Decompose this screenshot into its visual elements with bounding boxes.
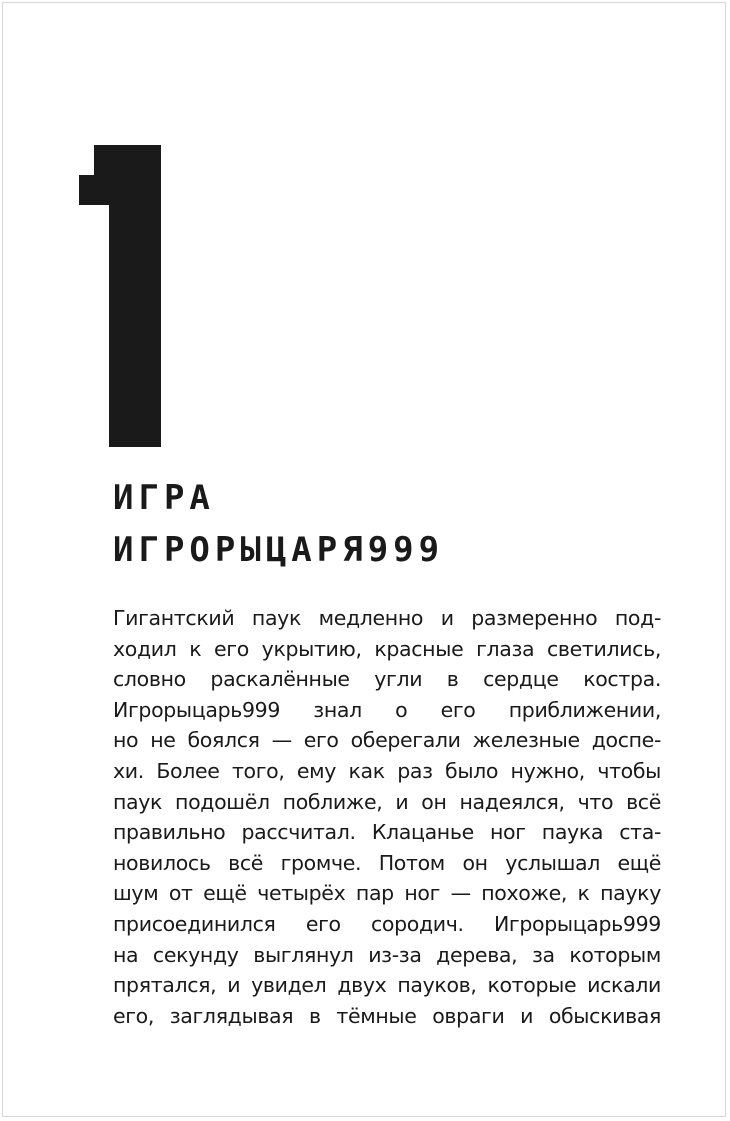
- text-line: на секунду выглянул из-за дерева, за которым: [113, 942, 661, 967]
- text-line: его, заглядывая в тёмные овраги и обыскивая: [113, 1003, 661, 1028]
- text-line: паук подошёл поближе, и он надеялся, что всё: [113, 789, 661, 814]
- text-line: прятался, и увидел двух пауков, которые искали: [113, 973, 661, 998]
- chapter-title-line-1: ИГРА: [113, 478, 215, 518]
- text-line: Гигантский паук медленно и размеренно под-: [113, 606, 661, 630]
- chapter-number: [79, 145, 161, 447]
- text-line: новилось всё громче. Потом он услышал ещё: [113, 850, 661, 875]
- text-line: хи. Более того, ему как раз было нужно, чтобы: [113, 758, 661, 783]
- chapter-title-line-2: ИГРОРЫЦАРЯ999: [113, 530, 445, 570]
- chapter-number-stem: [109, 145, 161, 447]
- chapter-number-flag-top: [94, 145, 109, 175]
- text-line: Игрорыцарь999 знал о его приближении,: [113, 697, 661, 722]
- text-line: шум от ещё четырёх пар ног — похоже, к пауку: [113, 881, 661, 906]
- text-line: присоединился его сородич. Игрорыцарь999: [113, 911, 661, 936]
- chapter-title: [113, 472, 444, 576]
- body-paragraph: [113, 603, 661, 1031]
- text-line: но не боялся — его оберегали железные доспе-: [113, 728, 661, 753]
- chapter-number-flag: [79, 175, 109, 205]
- text-line: словно раскалённые угли в сердце костра.: [113, 667, 661, 692]
- text-line: ходил к его укрытию, красные глаза светились,: [113, 636, 661, 661]
- text-line: правильно рассчитал. Клацанье ног паука ста-: [113, 820, 661, 845]
